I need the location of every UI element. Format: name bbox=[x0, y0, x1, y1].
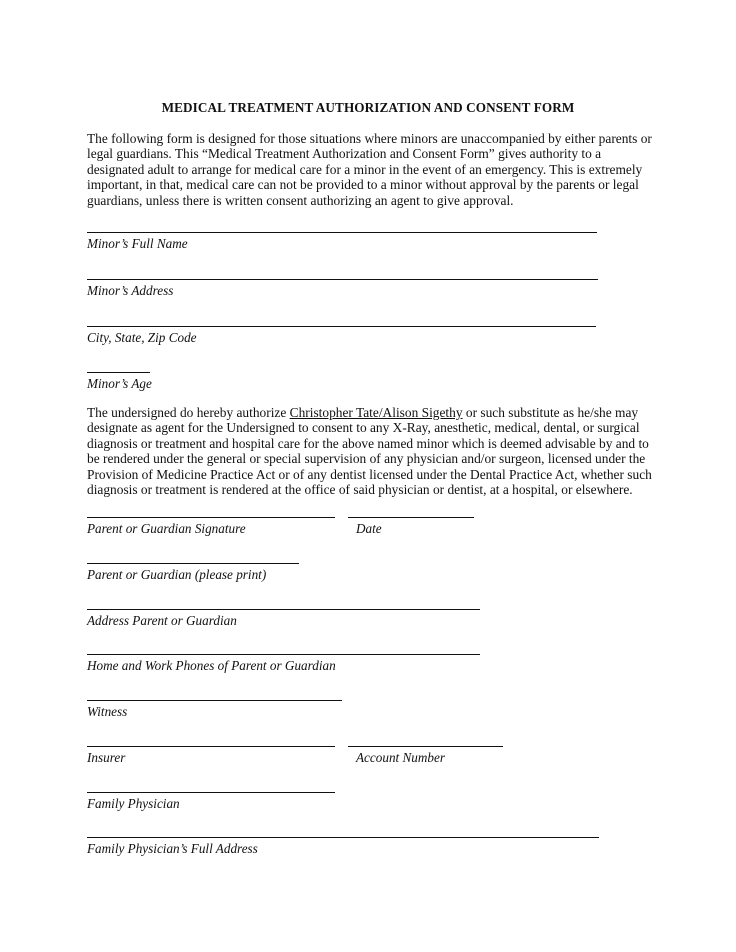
authorization-paragraph bbox=[87, 405, 657, 497]
family-physician-label: Family Physician bbox=[87, 796, 180, 811]
guardian-signature-line[interactable] bbox=[87, 517, 335, 518]
minor-full-name-line[interactable] bbox=[87, 232, 597, 233]
minor-full-name-label: Minor’s Full Name bbox=[87, 236, 188, 251]
guardian-phones-line[interactable] bbox=[87, 654, 480, 655]
date-label: Date bbox=[356, 521, 382, 536]
insurer-line[interactable] bbox=[87, 746, 335, 747]
minor-age-label: Minor’s Age bbox=[87, 376, 152, 391]
guardian-signature-label: Parent or Guardian Signature bbox=[87, 521, 246, 536]
minor-address-label: Minor’s Address bbox=[87, 283, 174, 298]
city-state-zip-label: City, State, Zip Code bbox=[87, 330, 197, 345]
witness-label: Witness bbox=[87, 704, 128, 719]
guardian-address-label: Address Parent or Guardian bbox=[87, 613, 237, 628]
guardian-print-name-line[interactable] bbox=[87, 563, 299, 564]
physician-address-label: Family Physician’s Full Address bbox=[87, 841, 258, 856]
intro-paragraph: The following form is designed for those situations where minors are unaccompanied by either parents or legal guardians. This “Medical Treatment Authorization and Consent Form” gives authority to a designated adult to arrange for medical care for a minor in the event of an emergency. This is extremely important, in that, medical care can not be provided to a minor without approval by the parents or legal guardians, unless there is written consent authorizing an agent to give approval. bbox=[87, 131, 652, 208]
insurer-label: Insurer bbox=[87, 750, 126, 765]
date-line[interactable] bbox=[348, 517, 474, 518]
account-number-line[interactable] bbox=[348, 746, 503, 747]
city-state-zip-line[interactable] bbox=[87, 326, 596, 327]
account-number-label: Account Number bbox=[356, 750, 445, 765]
minor-age-line[interactable] bbox=[87, 372, 150, 373]
form-title: MEDICAL TREATMENT AUTHORIZATION AND CONSENT FORM bbox=[161, 100, 575, 115]
authorized-agent-name: Christopher Tate/Alison Sigethy bbox=[289, 405, 463, 420]
witness-line[interactable] bbox=[87, 700, 342, 701]
family-physician-line[interactable] bbox=[87, 792, 335, 793]
physician-address-line[interactable] bbox=[87, 837, 599, 838]
authorization-text-before: The undersigned do hereby authorize bbox=[87, 405, 290, 420]
guardian-address-line[interactable] bbox=[87, 609, 480, 610]
guardian-print-name-label: Parent or Guardian (please print) bbox=[87, 567, 267, 582]
guardian-phones-label: Home and Work Phones of Parent or Guardian bbox=[87, 658, 336, 673]
authorization-text-after: or such substitute as he/she may designate as agent for the Undersigned to consent to any X-Ray, anesthetic, medical, dental, or surgical diagnosis or treatment and hospital care for the above named minor which is deemed advisable by and to be rendered under the general or special supervision of any physician and/or surgeon, licensed under the Provision of Medicine Practice Act or of any dentist licensed under the Dental Practice Act, whether such diagnosis or treatment is rendered at the office of said physician or dentist, at a hospital, or elsewhere. bbox=[87, 405, 652, 498]
minor-address-line[interactable] bbox=[87, 279, 598, 280]
